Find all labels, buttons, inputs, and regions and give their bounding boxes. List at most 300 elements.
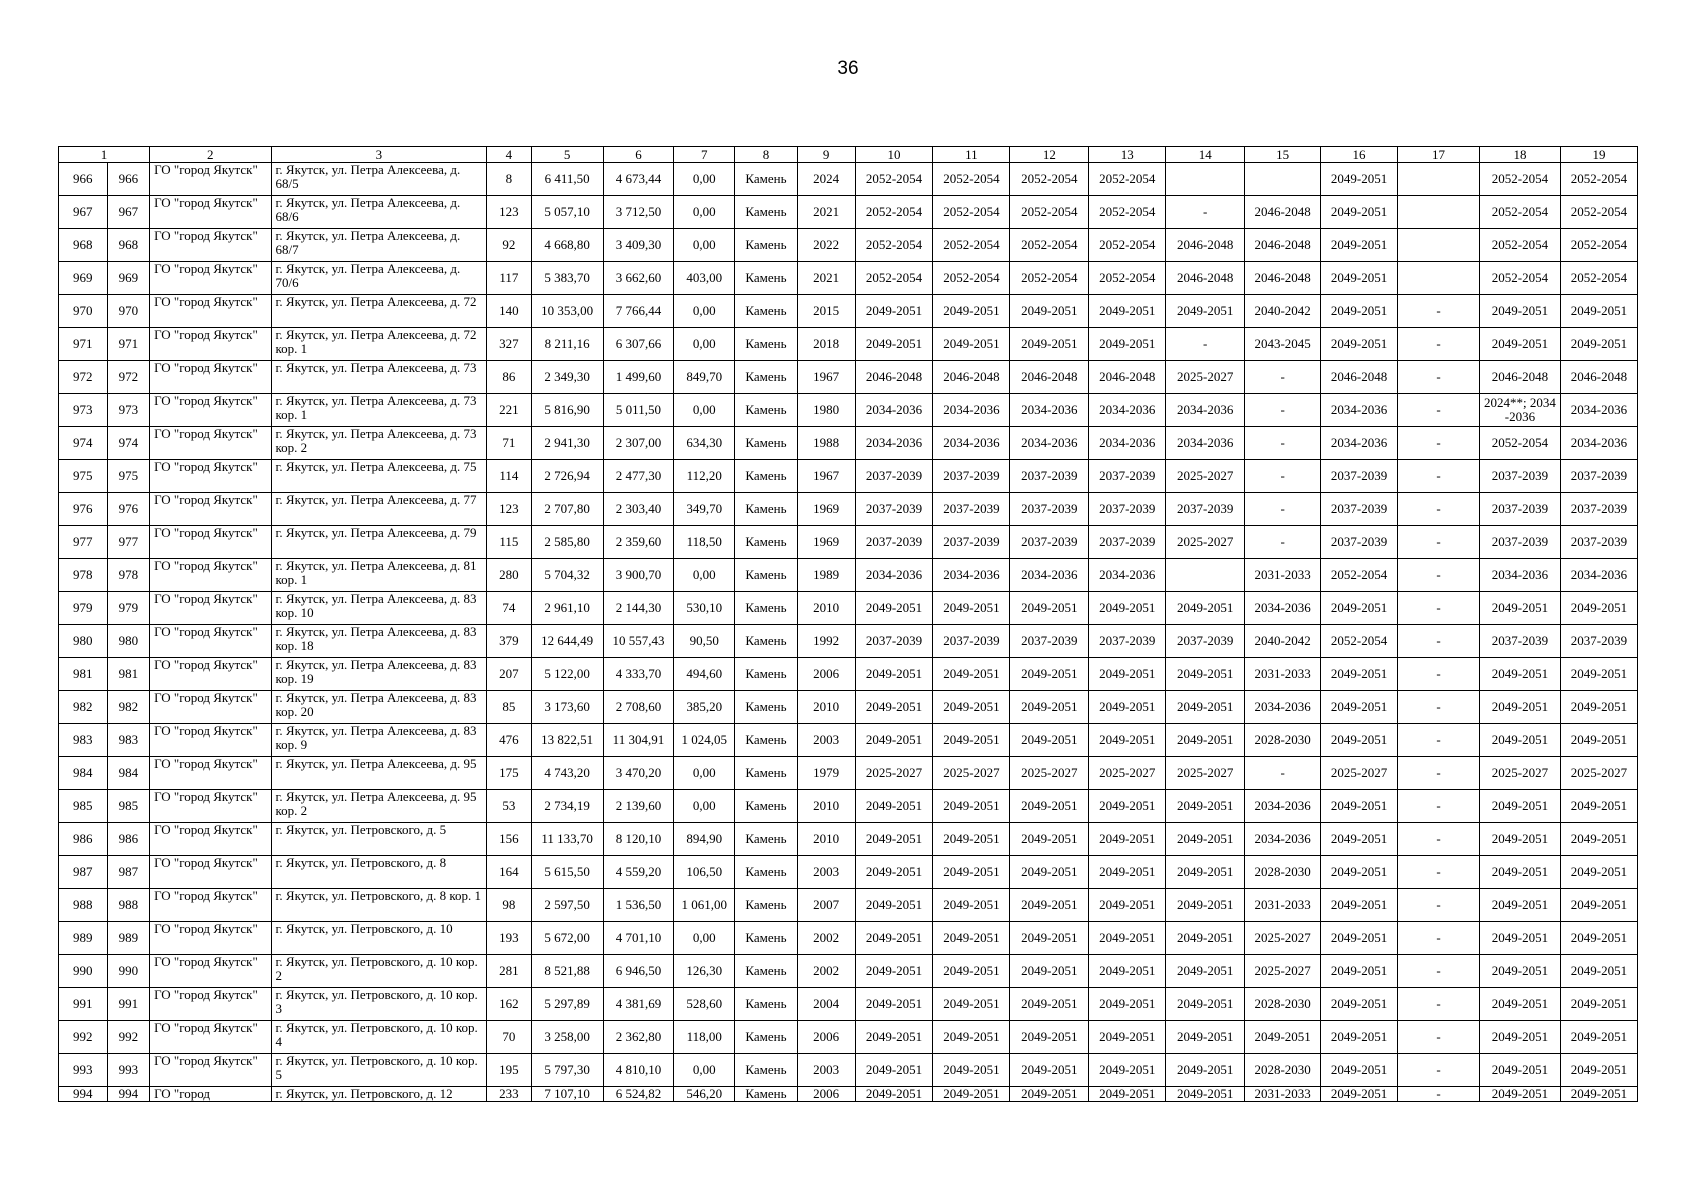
table-cell: 2034-2036: [855, 427, 933, 460]
table-cell: 5 297,89: [531, 988, 603, 1021]
table-cell: 1989: [797, 559, 855, 592]
table-cell: 2 585,80: [531, 526, 603, 559]
column-number-3: 3: [271, 147, 487, 163]
table-cell: -: [1398, 592, 1480, 625]
table-cell: г. Якутск, ул. Петра Алексеева, д. 70/6: [271, 262, 487, 295]
table-cell: 969: [107, 262, 150, 295]
table-cell: Камень: [735, 889, 798, 922]
column-number-19: 19: [1560, 147, 1637, 163]
table-cell: -: [1398, 1021, 1480, 1054]
table-cell: 2049-2051: [1089, 988, 1166, 1021]
table-cell: 2037-2039: [1089, 625, 1166, 658]
table-cell: ГО "город Якутск": [150, 988, 271, 1021]
table-cell: 2049-2051: [855, 724, 933, 757]
table-cell: 2004: [797, 988, 855, 1021]
table-cell: Камень: [735, 229, 798, 262]
table-cell: 2049-2051: [855, 889, 933, 922]
table-row: [59, 196, 1638, 229]
table-cell: 5 672,00: [531, 922, 603, 955]
table-cell: г. Якутск, ул. Петра Алексеева, д. 72 кор. 1: [271, 328, 487, 361]
table-cell: ГО "город Якутск": [150, 889, 271, 922]
table-row: [59, 757, 1638, 790]
table-row: [59, 658, 1638, 691]
table-cell: 2025-2027: [1166, 361, 1245, 394]
table-cell: 1 024,05: [674, 724, 735, 757]
table-cell: 2049-2051: [1479, 691, 1560, 724]
table-cell: 115: [487, 526, 532, 559]
table-cell: ГО "город Якутск": [150, 493, 271, 526]
table-cell: 5 122,00: [531, 658, 603, 691]
table-cell: 2049-2051: [1321, 955, 1398, 988]
table-row: [59, 724, 1638, 757]
table-cell: Камень: [735, 856, 798, 889]
table-cell: ГО "город Якутск": [150, 955, 271, 988]
table-cell: 3 662,60: [603, 262, 674, 295]
table-cell: 2049-2051: [1321, 988, 1398, 1021]
table-cell: -: [1398, 691, 1480, 724]
table-cell: 2052-2054: [1479, 262, 1560, 295]
table-cell: 1969: [797, 493, 855, 526]
table-cell: -: [1398, 823, 1480, 856]
table-cell: 975: [59, 460, 108, 493]
table-cell: Камень: [735, 427, 798, 460]
table-cell: 2006: [797, 1087, 855, 1102]
table-cell: 2037-2039: [855, 526, 933, 559]
table-cell: 12 644,49: [531, 625, 603, 658]
table-cell: Камень: [735, 460, 798, 493]
table-cell: 2046-2048: [1089, 361, 1166, 394]
table-cell: Камень: [735, 1087, 798, 1102]
table-cell: 2025-2027: [1245, 955, 1321, 988]
table-cell: 2052-2054: [1560, 229, 1637, 262]
table-cell: 2034-2036: [1560, 427, 1637, 460]
table-cell: 2049-2051: [933, 856, 1010, 889]
table-cell: 978: [107, 559, 150, 592]
table-cell: 2018: [797, 328, 855, 361]
table-cell: 2037-2039: [1166, 625, 1245, 658]
table-cell: 2052-2054: [933, 163, 1010, 196]
table-cell: 175: [487, 757, 532, 790]
table-cell: 2049-2051: [1479, 856, 1560, 889]
table-cell: 970: [107, 295, 150, 328]
table-cell: 2049-2051: [1089, 328, 1166, 361]
table-cell: 2006: [797, 658, 855, 691]
table-cell: г. Якутск, ул. Петра Алексеева, д. 83 кор. 18: [271, 625, 487, 658]
table-cell: 3 470,20: [603, 757, 674, 790]
table-cell: 980: [107, 625, 150, 658]
table-row: [59, 493, 1638, 526]
table-cell: 980: [59, 625, 108, 658]
table-cell: [1166, 559, 1245, 592]
table-cell: 2049-2051: [1166, 889, 1245, 922]
table-cell: 2049-2051: [1479, 889, 1560, 922]
table-cell: 98: [487, 889, 532, 922]
table-cell: 2049-2051: [855, 988, 933, 1021]
table-cell: 0,00: [674, 229, 735, 262]
table-cell: 2049-2051: [933, 328, 1010, 361]
table-cell: г. Якутск, ул. Петра Алексеева, д. 83 кор. 10: [271, 592, 487, 625]
table-cell: 989: [59, 922, 108, 955]
table-row: [59, 526, 1638, 559]
table-cell: Камень: [735, 262, 798, 295]
table-cell: г. Якутск, ул. Петра Алексеева, д. 83 кор. 19: [271, 658, 487, 691]
table-cell: -: [1398, 493, 1480, 526]
table-cell: 2007: [797, 889, 855, 922]
table-cell: ГО "город Якутск": [150, 559, 271, 592]
table-cell: г. Якутск, ул. Петровского, д. 10 кор. 3: [271, 988, 487, 1021]
table-cell: 4 743,20: [531, 757, 603, 790]
table-cell: г. Якутск, ул. Петра Алексеева, д. 83 кор. 9: [271, 724, 487, 757]
column-number-14: 14: [1166, 147, 1245, 163]
table-cell: 894,90: [674, 823, 735, 856]
table-cell: -: [1398, 625, 1480, 658]
table-cell: 2052-2054: [1479, 163, 1560, 196]
table-cell: 2028-2030: [1245, 856, 1321, 889]
table-cell: 2049-2051: [1166, 295, 1245, 328]
table-cell: 1967: [797, 460, 855, 493]
table-cell: 2049-2051: [1560, 856, 1637, 889]
table-cell: 8 521,88: [531, 955, 603, 988]
table-row: [59, 427, 1638, 460]
table-cell: 2049-2051: [1166, 1087, 1245, 1102]
table-cell: 2052-2054: [1479, 229, 1560, 262]
table-cell: 3 900,70: [603, 559, 674, 592]
table-cell: г. Якутск, ул. Петра Алексеева, д. 73 кор. 2: [271, 427, 487, 460]
table-cell: 2 708,60: [603, 691, 674, 724]
table-cell: 3 409,30: [603, 229, 674, 262]
table-cell: 2034-2036: [933, 394, 1010, 427]
table-cell: Камень: [735, 922, 798, 955]
table-cell: 2049-2051: [1560, 295, 1637, 328]
table-cell: 987: [107, 856, 150, 889]
table-cell: 2049-2051: [933, 691, 1010, 724]
table-cell: 2049-2051: [1479, 1021, 1560, 1054]
table-cell: 2046-2048: [1479, 361, 1560, 394]
table-cell: 2052-2054: [1010, 229, 1089, 262]
column-number-9: 9: [797, 147, 855, 163]
table-cell: г. Якутск, ул. Петра Алексеева, д. 72: [271, 295, 487, 328]
table-cell: ГО "город Якутск": [150, 823, 271, 856]
table-cell: 2037-2039: [1010, 526, 1089, 559]
table-cell: 2049-2051: [855, 790, 933, 823]
table-cell: -: [1398, 889, 1480, 922]
table-cell: Камень: [735, 163, 798, 196]
table-cell: 0,00: [674, 1054, 735, 1087]
table-cell: 2052-2054: [1010, 196, 1089, 229]
table-cell: 2049-2051: [1010, 790, 1089, 823]
table-cell: 2040-2042: [1245, 625, 1321, 658]
table-cell: -: [1398, 757, 1480, 790]
table-cell: 2049-2051: [1560, 988, 1637, 1021]
table-cell: -: [1398, 295, 1480, 328]
table-cell: 2049-2051: [1166, 988, 1245, 1021]
table-cell: 2 303,40: [603, 493, 674, 526]
table-cell: 2052-2054: [1479, 427, 1560, 460]
housing-table: [58, 146, 1638, 1102]
table-cell: -: [1245, 493, 1321, 526]
table-cell: 2049-2051: [1479, 658, 1560, 691]
table-cell: 2049-2051: [933, 823, 1010, 856]
table-cell: -: [1245, 526, 1321, 559]
table-cell: 2037-2039: [1560, 493, 1637, 526]
table-cell: 494,60: [674, 658, 735, 691]
table-cell: 2049-2051: [855, 1021, 933, 1054]
table-cell: г. Якутск, ул. Петра Алексеева, д. 68/7: [271, 229, 487, 262]
table-cell: 118,00: [674, 1021, 735, 1054]
table-cell: 2037-2039: [855, 493, 933, 526]
table-cell: 2003: [797, 724, 855, 757]
table-cell: 2049-2051: [1321, 724, 1398, 757]
table-cell: ГО "город Якутск": [150, 625, 271, 658]
table-cell: 123: [487, 196, 532, 229]
table-cell: Камень: [735, 988, 798, 1021]
table-cell: 968: [59, 229, 108, 262]
table-cell: 476: [487, 724, 532, 757]
table-cell: 2 139,60: [603, 790, 674, 823]
table-cell: [1245, 163, 1321, 196]
table-cell: 2049-2051: [1089, 955, 1166, 988]
table-cell: 2046-2048: [1010, 361, 1089, 394]
table-cell: ГО "город Якутск": [150, 1021, 271, 1054]
table-cell: 2025-2027: [1010, 757, 1089, 790]
table-cell: 2049-2051: [1560, 1054, 1637, 1087]
table-cell: 2037-2039: [933, 460, 1010, 493]
table-cell: 979: [107, 592, 150, 625]
column-number-2: 2: [150, 147, 271, 163]
table-cell: 2037-2039: [855, 625, 933, 658]
table-cell: Камень: [735, 526, 798, 559]
table-cell: 2049-2051: [855, 328, 933, 361]
table-cell: 2 941,30: [531, 427, 603, 460]
table-cell: -: [1398, 988, 1480, 1021]
table-cell: 349,70: [674, 493, 735, 526]
table-cell: 0,00: [674, 394, 735, 427]
table-cell: г. Якутск, ул. Петровского, д. 5: [271, 823, 487, 856]
table-cell: 2049-2051: [933, 988, 1010, 1021]
table-row: [59, 1087, 1638, 1102]
table-cell: г. Якутск, ул. Петровского, д. 10 кор. 2: [271, 955, 487, 988]
table-cell: 2049-2051: [1166, 856, 1245, 889]
table-cell: 2037-2039: [1089, 526, 1166, 559]
table-cell: 114: [487, 460, 532, 493]
table-cell: 530,10: [674, 592, 735, 625]
table-cell: 2049-2051: [1560, 889, 1637, 922]
table-cell: 2049-2051: [1089, 790, 1166, 823]
table-cell: 13 822,51: [531, 724, 603, 757]
table-cell: -: [1166, 196, 1245, 229]
table-cell: 2049-2051: [1010, 1054, 1089, 1087]
table-cell: 2049-2051: [1479, 955, 1560, 988]
table-cell: 3 173,60: [531, 691, 603, 724]
table-cell: 2006: [797, 1021, 855, 1054]
table-cell: 1 536,50: [603, 889, 674, 922]
table-cell: 1967: [797, 361, 855, 394]
column-number-11: 11: [933, 147, 1010, 163]
table-cell: 118,50: [674, 526, 735, 559]
table-cell: -: [1398, 427, 1480, 460]
table-cell: 4 381,69: [603, 988, 674, 1021]
table-cell: 2025-2027: [1166, 460, 1245, 493]
table-cell: 8 211,16: [531, 328, 603, 361]
table-cell: 2 734,19: [531, 790, 603, 823]
table-cell: 2037-2039: [1321, 526, 1398, 559]
table-cell: 2037-2039: [1089, 493, 1166, 526]
table-cell: [1398, 196, 1480, 229]
table-cell: 10 353,00: [531, 295, 603, 328]
table-cell: -: [1245, 427, 1321, 460]
table-cell: 2043-2045: [1245, 328, 1321, 361]
table-cell: 976: [107, 493, 150, 526]
table-cell: 2049-2051: [1560, 823, 1637, 856]
table-cell: Камень: [735, 394, 798, 427]
table-cell: 85: [487, 691, 532, 724]
table-cell: 86: [487, 361, 532, 394]
table-cell: г. Якутск, ул. Петра Алексеева, д. 73 кор. 1: [271, 394, 487, 427]
table-cell: 6 524,82: [603, 1087, 674, 1102]
table-cell: 2034-2036: [1089, 394, 1166, 427]
table-cell: 2049-2051: [933, 889, 1010, 922]
table-cell: 70: [487, 1021, 532, 1054]
table-cell: 3 712,50: [603, 196, 674, 229]
table-cell: 983: [59, 724, 108, 757]
table-cell: 2037-2039: [855, 460, 933, 493]
table-cell: 2049-2051: [1010, 592, 1089, 625]
table-cell: 4 701,10: [603, 922, 674, 955]
table-cell: 2049-2051: [1479, 592, 1560, 625]
table-cell: 2037-2039: [1166, 493, 1245, 526]
table-cell: 2049-2051: [1089, 1054, 1166, 1087]
table-cell: 2015: [797, 295, 855, 328]
table-cell: 2010: [797, 823, 855, 856]
table-cell: г. Якутск, ул. Петровского, д. 8: [271, 856, 487, 889]
table-row: [59, 229, 1638, 262]
table-cell: 2046-2048: [1560, 361, 1637, 394]
column-number-17: 17: [1398, 147, 1480, 163]
table-cell: 2034-2036: [1010, 427, 1089, 460]
column-number-4: 4: [487, 147, 532, 163]
table-cell: 2034-2036: [1245, 823, 1321, 856]
table-cell: 849,70: [674, 361, 735, 394]
table-cell: 2049-2051: [855, 658, 933, 691]
table-cell: 11 304,91: [603, 724, 674, 757]
table-cell: 994: [59, 1087, 108, 1102]
table-cell: 2034-2036: [933, 559, 1010, 592]
table-cell: 2034-2036: [933, 427, 1010, 460]
table-cell: 5 011,50: [603, 394, 674, 427]
table-cell: 2034-2036: [1245, 691, 1321, 724]
table-cell: 7 107,10: [531, 1087, 603, 1102]
table-cell: 967: [59, 196, 108, 229]
table-cell: 2049-2051: [1089, 724, 1166, 757]
table-cell: 2049-2051: [1010, 955, 1089, 988]
table-cell: 2034-2036: [1166, 427, 1245, 460]
table-cell: 2025-2027: [933, 757, 1010, 790]
table-cell: -: [1398, 559, 1480, 592]
table-row: [59, 328, 1638, 361]
table-cell: 2034-2036: [855, 559, 933, 592]
table-cell: 6 411,50: [531, 163, 603, 196]
table-cell: 2049-2051: [933, 658, 1010, 691]
table-cell: 4 673,44: [603, 163, 674, 196]
table-cell: 126,30: [674, 955, 735, 988]
table-cell: 982: [59, 691, 108, 724]
table-cell: 0,00: [674, 790, 735, 823]
table-cell: 2034-2036: [855, 394, 933, 427]
table-cell: 2052-2054: [855, 196, 933, 229]
table-row: [59, 559, 1638, 592]
table-cell: 2049-2051: [855, 592, 933, 625]
table-cell: 2049-2051: [1321, 856, 1398, 889]
table-cell: 2049-2051: [933, 1054, 1010, 1087]
table-cell: 2024**; 2034-2036: [1479, 394, 1560, 427]
table-cell: 2049-2051: [1166, 691, 1245, 724]
table-cell: 994: [107, 1087, 150, 1102]
table-cell: 327: [487, 328, 532, 361]
table-cell: 5 704,32: [531, 559, 603, 592]
table-cell: [1166, 163, 1245, 196]
table-cell: 1988: [797, 427, 855, 460]
table-cell: 2049-2051: [1010, 295, 1089, 328]
table-cell: Камень: [735, 691, 798, 724]
table-cell: 281: [487, 955, 532, 988]
table-cell: ГО "город Якутск": [150, 295, 271, 328]
table-cell: 969: [59, 262, 108, 295]
table-cell: 993: [59, 1054, 108, 1087]
table-cell: 1979: [797, 757, 855, 790]
table-cell: 1980: [797, 394, 855, 427]
table-cell: 10 557,43: [603, 625, 674, 658]
table-cell: 385,20: [674, 691, 735, 724]
table-cell: 981: [59, 658, 108, 691]
table-cell: 1969: [797, 526, 855, 559]
column-number-12: 12: [1010, 147, 1089, 163]
table-cell: 971: [59, 328, 108, 361]
table-cell: Камень: [735, 493, 798, 526]
page-number: 36: [837, 58, 859, 79]
table-cell: 2049-2051: [1010, 988, 1089, 1021]
table-row: [59, 922, 1638, 955]
table-cell: 2049-2051: [1089, 658, 1166, 691]
table-cell: 5 797,30: [531, 1054, 603, 1087]
table-cell: 2049-2051: [1166, 922, 1245, 955]
table-cell: г. Якутск, ул. Петра Алексеева, д. 95 кор. 2: [271, 790, 487, 823]
table-cell: 2049-2051: [1560, 1087, 1637, 1102]
table-cell: 162: [487, 988, 532, 1021]
table-cell: 2028-2030: [1245, 724, 1321, 757]
table-cell: 2049-2051: [855, 856, 933, 889]
table-cell: 990: [59, 955, 108, 988]
table-cell: 634,30: [674, 427, 735, 460]
column-number-row: [59, 147, 1638, 163]
table-cell: 983: [107, 724, 150, 757]
table-cell: 2049-2051: [855, 955, 933, 988]
table-cell: [1398, 163, 1480, 196]
table-cell: 2037-2039: [1560, 460, 1637, 493]
table-cell: ГО "город Якутск": [150, 757, 271, 790]
table-cell: 2052-2054: [1560, 196, 1637, 229]
table-cell: 966: [59, 163, 108, 196]
table-cell: 993: [107, 1054, 150, 1087]
table-cell: 991: [59, 988, 108, 1021]
table-cell: -: [1398, 526, 1480, 559]
table-cell: 2049-2051: [1010, 1087, 1089, 1102]
table-cell: г. Якутск, ул. Петра Алексеева, д. 77: [271, 493, 487, 526]
table-row: [59, 460, 1638, 493]
table-cell: 2037-2039: [933, 493, 1010, 526]
table-cell: 2025-2027: [1166, 526, 1245, 559]
table-cell: ГО "город Якутск": [150, 922, 271, 955]
table-cell: 2021: [797, 262, 855, 295]
